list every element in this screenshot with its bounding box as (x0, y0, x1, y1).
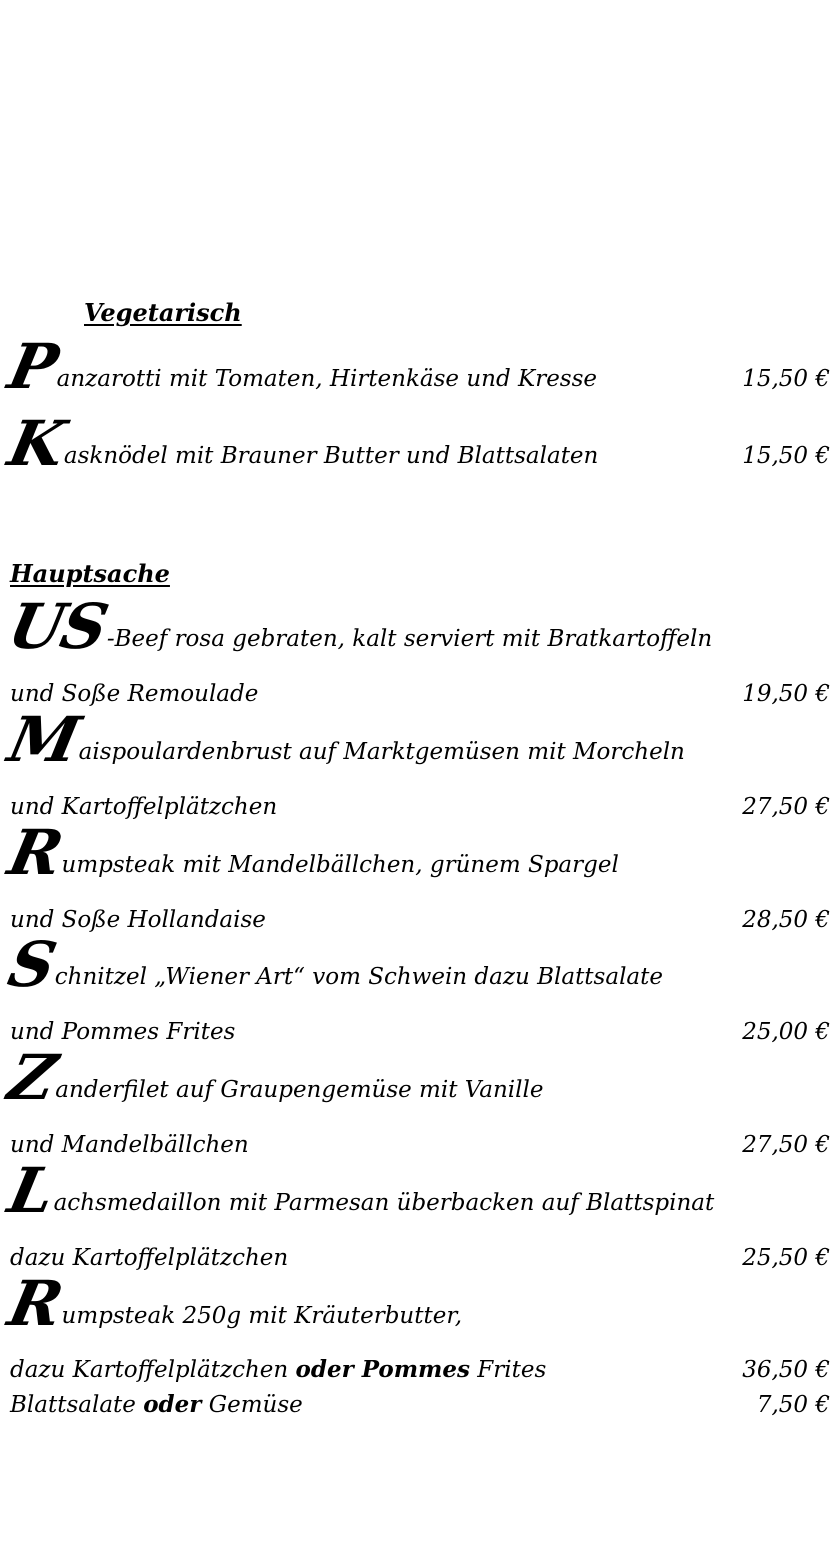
item-description-cont: und Pommes Frites (10, 1019, 236, 1045)
menu-item-line2 (10, 1343, 830, 1383)
item-description: -Beef rosa gebraten, kalt serviert mit Bratkartoffeln (106, 626, 713, 652)
item-description: umpsteak mit Mandelbällchen, grünem Spargel (61, 852, 619, 878)
item-price: 25,50 € (742, 1245, 830, 1271)
item-description-cont: und Soße Hollandaise (10, 907, 266, 933)
drop-cap: Z (2, 1041, 62, 1115)
menu-item (2, 816, 830, 890)
drop-cap: K (2, 407, 70, 481)
side-dish-part: Gemüse (201, 1392, 303, 1418)
item-description: achsmedaillon mit Parmesan überbacken auf Blattspinat (53, 1190, 715, 1216)
menu-item-line2 (10, 893, 830, 933)
side-dish-description (10, 1391, 757, 1418)
item-description: anderfilet auf Graupengemüse mit Vanille (55, 1077, 544, 1103)
section-title-vegetarisch: Vegetarisch (84, 298, 242, 327)
item-description: chnitzel „Wiener Art“ vom Schwein dazu Blattsalate (54, 964, 663, 990)
menu-item (2, 1154, 830, 1228)
side-dish-price: 7,50 € (756, 1392, 830, 1418)
item-description-part: Frites (469, 1357, 547, 1383)
side-dish-part: Blattsalate (10, 1392, 144, 1418)
item-description-part: dazu Kartoffelplätzchen (10, 1357, 296, 1383)
item-description-emphasis: oder Pommes (295, 1356, 470, 1383)
side-dish-emphasis: oder (143, 1391, 202, 1418)
menu-item (2, 1267, 830, 1341)
item-description: umpsteak 250g mit Kräuterbutter, (61, 1303, 463, 1329)
item-price: 25,00 € (742, 1019, 830, 1045)
item-price: 27,50 € (742, 794, 830, 820)
menu-item (2, 928, 830, 1002)
menu-item-line2 (10, 1231, 830, 1271)
item-description-cont: und Mandelbällchen (10, 1132, 249, 1158)
item-price: 28,50 € (742, 907, 830, 933)
item-price: 27,50 € (742, 1132, 830, 1158)
section-title-hauptsache: Hauptsache (10, 559, 170, 588)
side-dish-line (10, 1378, 830, 1418)
item-description: anzarotti mit Tomaten, Hirtenkäse und Kresse (56, 366, 598, 392)
drop-cap: R (2, 1267, 68, 1341)
menu-item (2, 703, 830, 777)
drop-cap: L (2, 1154, 60, 1228)
item-description: aispoulardenbrust auf Marktgemüsen mit Morcheln (78, 739, 685, 765)
item-description-cont: und Kartoffelplätzchen (10, 794, 278, 820)
item-description-cont: und Soße Remoulade (10, 681, 259, 707)
drop-cap: S (2, 928, 61, 1002)
menu-item (2, 330, 830, 404)
menu-item (2, 1041, 830, 1115)
item-description-cont: dazu Kartoffelplätzchen (10, 1245, 289, 1271)
menu-item (2, 590, 830, 664)
drop-cap: P (2, 330, 63, 404)
item-price: 19,50 € (742, 681, 830, 707)
drop-cap: US (2, 590, 113, 664)
drop-cap: M (2, 703, 85, 777)
item-price: 15,50 € (742, 443, 830, 469)
menu-item (2, 407, 830, 481)
item-description: asknödel mit Brauner Butter und Blattsalaten (63, 443, 599, 469)
item-price: 15,50 € (742, 366, 830, 392)
drop-cap: R (2, 816, 68, 890)
menu-item-line2 (10, 780, 830, 820)
menu-item-line2 (10, 667, 830, 707)
menu-item-line2 (10, 1005, 830, 1045)
menu-item-line2 (10, 1118, 830, 1158)
item-price: 36,50 € (742, 1357, 830, 1383)
